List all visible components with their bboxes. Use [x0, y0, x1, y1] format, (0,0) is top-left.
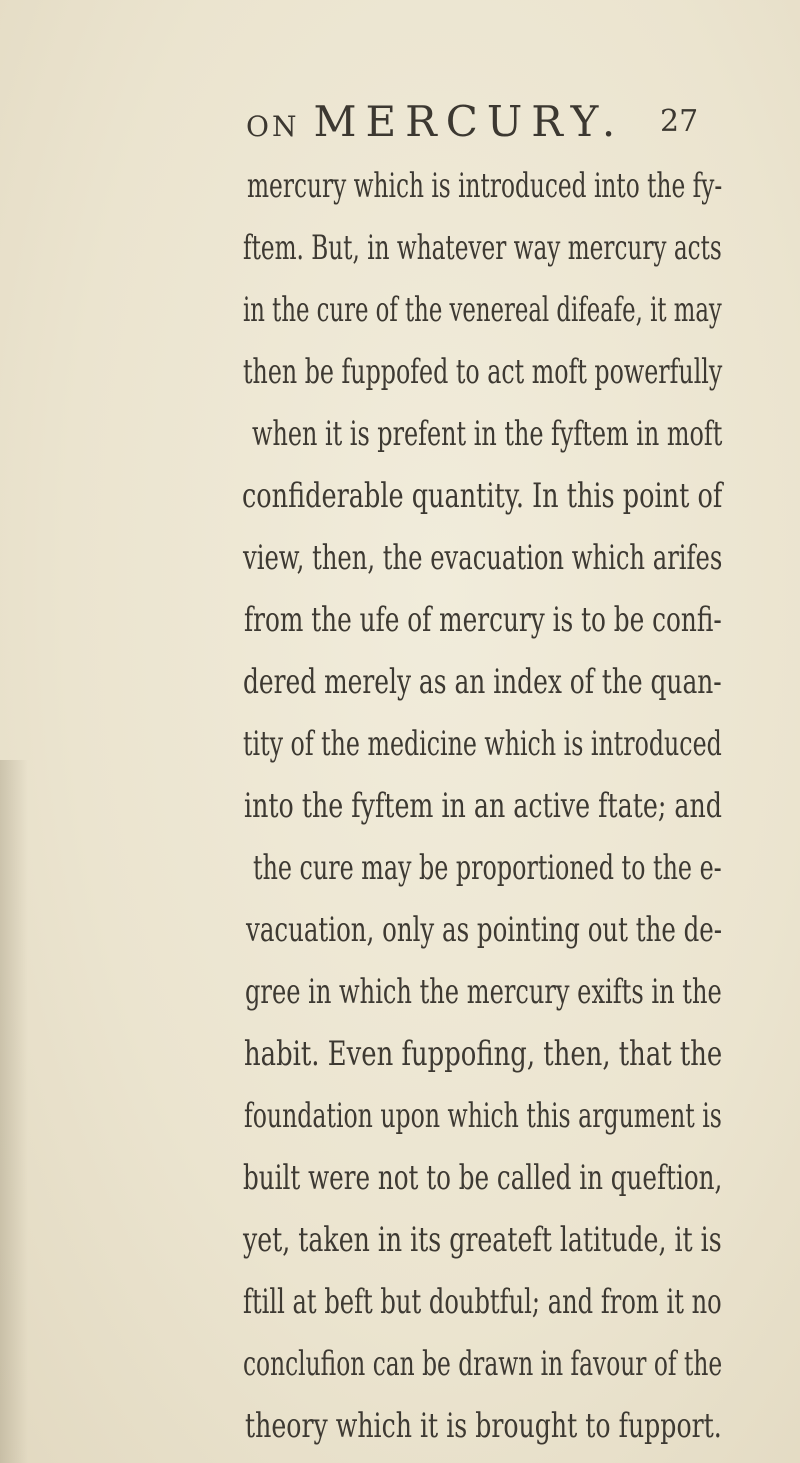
- text-line: from the ufe of mercury is to be confi-: [244, 600, 722, 639]
- page-number: 27: [660, 104, 699, 139]
- text-line: foundation upon which this argument is: [244, 1096, 722, 1135]
- running-head-title: [246, 92, 624, 157]
- text-line: ftill at beft but doubtful; and from it no: [243, 1282, 722, 1321]
- text-line: mercury which is introduced into the fy-: [247, 166, 723, 205]
- text-line: confiderable quantity. In this point of: [242, 476, 723, 515]
- text-line: tity of the medicine which is introduced: [243, 724, 722, 763]
- text-line: the cure may be proportioned to the e-: [253, 848, 722, 887]
- text-line: gree in which the mercury exifts in the: [245, 972, 722, 1011]
- text-line: built were not to be called in queftion,: [243, 1158, 723, 1197]
- running-head-subject: MERCURY.: [313, 97, 625, 146]
- text-line: dered merely as an index of the quan-: [243, 662, 722, 701]
- text-line: view, then, the evacuation which arifes: [243, 538, 723, 577]
- text-line: yet, taken in its greateft latitude, it is: [243, 1220, 722, 1259]
- text-line: vacuation, only as pointing out the de-: [246, 910, 723, 949]
- text-line: when it is prefent in the fyftem in moft: [252, 414, 723, 453]
- text-line: theory which it is brought to fupport.: [245, 1406, 722, 1445]
- running-head-prefix: ON: [246, 110, 300, 143]
- text-line: then be fuppofed to act moft powerfully: [243, 352, 723, 391]
- text-line: into the fyftem in an active ftate; and: [244, 786, 722, 825]
- page-edge-shadow: [0, 760, 28, 1463]
- text-line: conclufion can be drawn in favour of the: [243, 1344, 723, 1383]
- text-line: habit. Even fuppofing, then, that the: [244, 1034, 723, 1073]
- text-line: ftem. But, in whatever way mercury acts: [243, 228, 722, 267]
- text-line: in the cure of the venereal difeafe, it may: [243, 290, 722, 329]
- running-head: [0, 92, 800, 152]
